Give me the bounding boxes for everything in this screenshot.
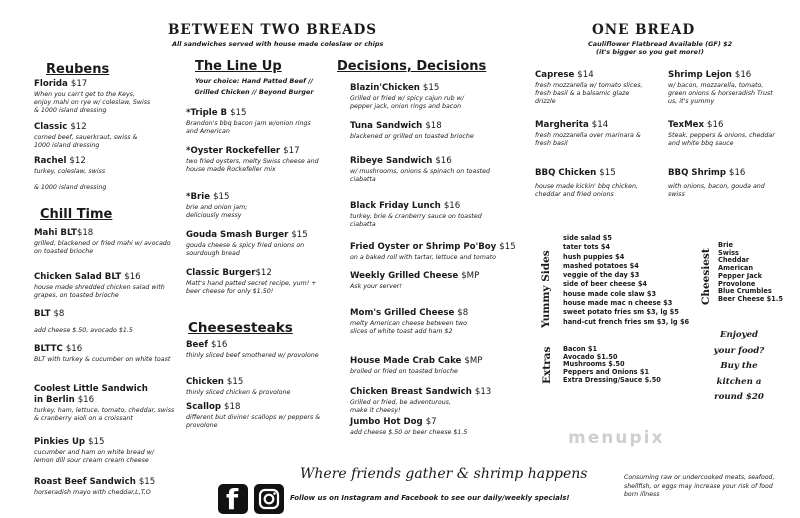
item-desc: broiled or fried on toasted brioche — [350, 368, 458, 375]
right-subtitle-1: Cauliflower Flatbread Available (GF) $2 — [588, 40, 733, 48]
instagram-icon[interactable] — [254, 484, 284, 514]
menu-item — [535, 120, 645, 148]
facebook-icon[interactable]: f — [218, 484, 248, 514]
list-item: Blue Crumbles — [718, 287, 772, 296]
item-price: $15 — [499, 242, 516, 252]
cheesiest-label: Cheesiest — [700, 248, 712, 305]
item-price: $MP — [464, 356, 483, 366]
item-name: Chicken Salad BLT — [34, 272, 122, 282]
item-name: in Berlin — [34, 395, 75, 405]
menu-item — [350, 121, 490, 141]
list-item: Pepper Jack — [718, 271, 762, 280]
item-name: *Triple B — [186, 108, 228, 118]
item-desc: grilled, blackened or fried mahi w/ avocado on toasted brioche — [34, 240, 171, 256]
menu-item — [350, 242, 525, 262]
menu-item — [186, 108, 321, 136]
lineup-subheading: Your choice: Hand Patted Beef // Grilled Chicken // Beyond Burger — [194, 77, 314, 96]
menu-item — [350, 156, 490, 184]
list-item: hush puppies $4 — [563, 252, 625, 261]
item-name: Margherita — [535, 120, 589, 130]
item-price: $15 — [291, 230, 308, 240]
item-name: Caprese — [535, 70, 575, 80]
menu-item — [34, 477, 184, 497]
item-desc: add cheese $.50, avocado $1.5 — [34, 327, 133, 334]
item-price: $12 — [69, 156, 86, 166]
left-title: BETWEEN TWO BREADS — [168, 22, 378, 38]
list-item: tater tots $4 — [563, 243, 611, 252]
item-name: House Made Crab Cake — [350, 356, 462, 366]
list-item: side salad $5 — [563, 234, 612, 242]
item-price: $18 — [425, 121, 442, 131]
list-item: Swiss — [718, 248, 739, 257]
menu-item — [34, 156, 154, 192]
menu-item — [186, 146, 321, 174]
tagline: Where friends gather & shrimp happens — [300, 466, 588, 482]
menu-item — [350, 201, 490, 229]
item-name: Blazin'Chicken — [350, 83, 420, 93]
item-desc: turkey, brie & cranberry sauce on toasted ciabatta — [350, 213, 482, 229]
cheesesteaks-heading: Cheesesteaks — [188, 320, 293, 336]
item-name: Classic Burger — [186, 268, 256, 278]
food-safety-notice: Consuming raw or undercooked meats, seafood, shellfish, or eggs may increase your risk of food born illness — [624, 474, 775, 498]
item-price: $12 — [70, 122, 87, 132]
item-price: $16 — [707, 120, 724, 130]
list-item: Bacon $1 — [563, 345, 598, 353]
item-desc: corned beef, sauerkraut, swiss & 1000 island dressing — [34, 134, 138, 150]
menu-item — [350, 83, 470, 111]
menu-item — [668, 70, 783, 107]
menu-item — [34, 228, 174, 256]
enjoy-line: Buy the — [720, 361, 758, 371]
menu-item — [350, 417, 510, 437]
enjoy-line: your food? — [713, 345, 765, 356]
menu-item — [668, 120, 783, 148]
item-desc: thinly sliced chicken & provolone — [186, 389, 291, 396]
list-item: Brie — [718, 241, 734, 249]
item-price: $16 — [734, 70, 752, 80]
item-desc: w/ mushrooms, onions & spinach on toasted ciabatta — [350, 168, 490, 184]
item-desc: BLT with turkey & cucumber on white toast — [34, 356, 171, 363]
item-desc: add cheese $.50 or beer cheese $1.5 — [350, 429, 468, 436]
menu-item — [186, 377, 321, 397]
item-name: BLT — [34, 309, 51, 319]
item-desc: Steak, peppers & onions, cheddar and white bbq sauce — [668, 132, 775, 148]
sides-list — [563, 234, 689, 327]
menu-item — [535, 168, 655, 199]
item-price: $15 — [422, 83, 440, 93]
menu-item — [186, 268, 331, 296]
item-name: Scallop — [186, 402, 222, 412]
item-name: Florida — [34, 79, 68, 89]
item-desc: fresh mozzarella over marinara & fresh basil — [535, 132, 641, 148]
item-price: $16 — [65, 344, 83, 354]
item-price: $16 — [435, 156, 452, 166]
lineup-heading: The Line Up — [195, 59, 282, 74]
item-desc: turkey, coleslaw, swiss — [34, 168, 106, 175]
item-name: Mom's Grilled Cheese — [350, 308, 455, 318]
item-name: TexMex — [668, 120, 705, 130]
item-desc: brie and onion jam; deliciously messy — [186, 204, 248, 220]
menu-item — [186, 230, 326, 258]
list-item: side of beer cheese $4 — [563, 280, 647, 289]
item-price: $18 — [76, 228, 94, 238]
item-name: Roast Beef Sandwich — [34, 477, 136, 487]
item-desc: fresh mozzarella w/ tomato slices, fresh basil & a balsamic glaze drizzle — [535, 82, 643, 106]
list-item: hand-cut french fries sm $3, lg $6 — [563, 317, 690, 326]
item-price: $15 — [599, 168, 616, 178]
enjoy-line: Enjoyed — [719, 330, 759, 340]
item-desc: different but divine! scallops w/ peppers & provolone — [186, 414, 321, 430]
list-item: Provolone — [718, 279, 756, 288]
item-price: $13 — [474, 387, 492, 397]
item-name: Coolest Little Sandwich — [34, 384, 148, 394]
item-name: Chicken — [186, 377, 224, 387]
item-price: $18 — [224, 402, 241, 412]
enjoy-line: kitchen a — [716, 376, 762, 387]
item-price: $16 — [77, 395, 95, 405]
item-desc: house made kickin' bbq chicken, cheddar and fried onions — [535, 183, 639, 199]
item-name: Pinkies Up — [34, 437, 86, 447]
menu-item — [535, 70, 645, 107]
item-desc: on a baked roll with tartar, lettuce and tomato — [350, 254, 497, 261]
menu-item — [34, 344, 174, 364]
item-price: $12 — [255, 268, 272, 278]
item-name: Tuna Sandwich — [350, 121, 423, 131]
item-price: $16 — [210, 340, 228, 350]
item-desc: & 1000 island dressing — [34, 184, 107, 192]
item-desc: two fried oysters, melty Swiss cheese and house made Rockefeller mix — [186, 158, 319, 174]
decisions-heading: Decisions, Decisions — [337, 59, 487, 74]
item-desc: Matt's hand patted secret recipe, yum! + beer cheese for only $1.50! — [186, 280, 317, 296]
item-name: Chicken Breast Sandwich — [350, 387, 472, 397]
item-price: $7 — [425, 417, 437, 427]
sides-label: Yummy Sides — [540, 250, 552, 328]
item-desc: Grilled or fried w/ spicy cajun rub w/ pepper jack, onion rings and bacon — [350, 95, 464, 111]
item-price: $16 — [443, 201, 461, 211]
extras-label: Extras — [541, 346, 553, 384]
menu-item — [350, 387, 510, 415]
right-subtitle-2: (it's bigger so you get more!) — [596, 48, 704, 56]
list-item: Avocado $1.50 — [563, 352, 618, 361]
item-desc: gouda cheese & spicy fried onions on sourdough bread — [186, 242, 305, 258]
item-name: Ribeye Sandwich — [350, 156, 433, 166]
menu-item — [350, 308, 480, 336]
item-desc: horseradish mayo with cheddar,L,T,O — [34, 489, 151, 496]
item-desc: Ask your server! — [350, 283, 402, 290]
list-item: house made cole slaw $3 — [563, 289, 657, 298]
item-desc: When you can't get to the Keys, enjoy mahi on rye w/ coleslaw, Swiss & 1000 island dressing — [34, 91, 151, 115]
item-name: Classic — [34, 122, 68, 132]
list-item: American — [718, 264, 754, 273]
list-item: Cheddar — [718, 256, 750, 265]
item-name: Gouda Smash Burger — [186, 230, 289, 240]
menu-item — [34, 79, 154, 116]
item-name: BLTTC — [34, 344, 63, 354]
list-item: Mushrooms $.50 — [563, 360, 625, 369]
menu-item — [186, 402, 321, 430]
right-title: ONE BREAD — [592, 22, 696, 38]
item-desc: turkey, ham, lettuce, tomato, cheddar, swiss & cranberry aioli on a croissant — [34, 407, 175, 423]
list-item: house made mac n cheese $3 — [563, 299, 673, 308]
item-name: Fried Oyster or Shrimp Po'Boy — [350, 242, 497, 252]
item-name: Black Friday Lunch — [350, 201, 441, 211]
menu-item — [34, 122, 154, 150]
item-desc: cucumber and ham on white bread w/ lemon dill sour cream cream cheese — [34, 449, 155, 465]
item-name: *Brie — [186, 192, 211, 202]
menu-item — [668, 168, 783, 199]
cheesiest-list — [718, 242, 783, 304]
left-subtitle: All sandwiches served with house made coleslaw or chips — [172, 40, 384, 48]
list-item: sweet potato fries sm $3, lg $5 — [563, 308, 679, 317]
enjoy-line: round $20 — [714, 392, 764, 402]
item-desc: house made shredded chicken salad with grapes, on toasted brioche — [34, 284, 165, 300]
item-price: $15 — [230, 108, 247, 118]
item-price: $14 — [577, 70, 594, 80]
chill-time-heading: Chill Time — [40, 207, 113, 222]
list-item: Beer Cheese $1.5 — [718, 294, 783, 303]
menu-item — [34, 437, 174, 465]
item-desc: w/ bacon, mozzarella, tomato, green onions & horseradish Trust us, it's yummy — [668, 82, 773, 106]
enjoy-note — [699, 328, 779, 406]
item-price: $15 — [88, 437, 105, 447]
social-note: Follow us on Instagram and Facebook to see our daily/weekly specials! — [290, 494, 570, 502]
item-price: $17 — [70, 79, 88, 89]
reubens-heading: Reubens — [46, 62, 110, 77]
list-item: mashed potatoes $4 — [563, 261, 639, 270]
item-price: $14 — [591, 120, 609, 130]
menu-item — [34, 309, 174, 335]
item-desc: thinly sliced beef smothered w/ provolone — [186, 352, 319, 359]
item-name: BBQ Chicken — [535, 168, 597, 178]
item-name: Mahi BLT — [34, 228, 77, 238]
item-desc: Grilled or fried, be adventurous, make it cheesy! — [350, 399, 451, 415]
item-price: $8 — [53, 309, 65, 319]
item-desc: with onions, bacon, gouda and swiss — [668, 183, 765, 199]
item-name: Beef — [186, 340, 208, 350]
menu-item — [186, 340, 321, 360]
item-name: Rachel — [34, 156, 67, 166]
list-item: Extra Dressing/Sauce $.50 — [563, 375, 661, 384]
menu-item — [350, 271, 500, 291]
item-price: $MP — [461, 271, 480, 281]
item-name: Jumbo Hot Dog — [350, 417, 423, 427]
list-item: veggie of the day $3 — [563, 271, 640, 280]
watermark: menupix — [568, 428, 665, 448]
item-price: $16 — [124, 272, 141, 282]
item-price: $17 — [283, 146, 300, 156]
item-price: $16 — [729, 168, 746, 178]
menu-item — [350, 356, 500, 376]
item-price: $8 — [457, 308, 469, 318]
item-price: $15 — [138, 477, 156, 487]
item-name: BBQ Shrimp — [668, 168, 726, 178]
menu-item — [186, 192, 321, 220]
item-name: *Oyster Rockefeller — [186, 146, 281, 156]
item-desc: blackened or grilled on toasted brioche — [350, 133, 474, 140]
item-name: Shrimp Lejon — [668, 70, 732, 80]
menu-item — [34, 272, 174, 300]
extras-list — [563, 346, 661, 385]
item-price: $15 — [226, 377, 244, 387]
item-desc: melty American cheese between two slices of white toast add ham $2 — [350, 320, 467, 336]
menu-item — [34, 384, 179, 423]
item-desc: Brandon's bbq bacon jam w/onion rings and American — [186, 120, 311, 136]
list-item: Peppers and Onions $1 — [563, 368, 650, 377]
item-price: $15 — [213, 192, 230, 202]
item-name: Weekly Grilled Cheese — [350, 271, 459, 281]
